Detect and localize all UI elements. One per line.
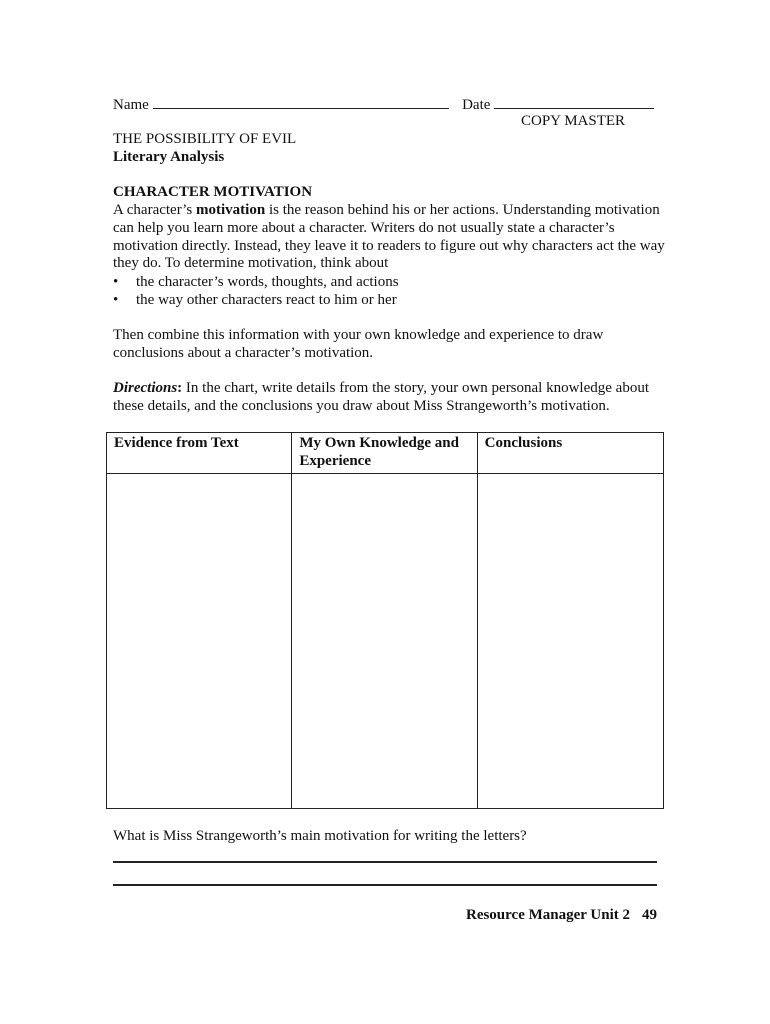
- knowledge-header: My Own Knowledge and Experience: [292, 433, 477, 474]
- intro-text-rest: is the reason behind his or her actions. Understanding motivation can help you learn more about a character. Writers do not usually state a character’s motivation directly. Instead, they leave it to readers to figure out why characters act the way they do. To determine motivation, think about: [113, 202, 665, 272]
- combine-paragraph: Then combine this information with your own knowledge and experience to draw conclusions about a character’s motivation.: [113, 327, 604, 361]
- motivation-term: motivation: [196, 202, 266, 218]
- chart-answer-row: [107, 473, 664, 808]
- knowledge-cell[interactable]: [292, 473, 477, 808]
- story-title: THE POSSIBILITY OF EVIL: [113, 131, 297, 147]
- page-footer: [466, 907, 657, 924]
- motivation-chart: [106, 432, 664, 809]
- directions-text: In the chart, write details from the story, your own personal knowledge about these details, and the conclusions you draw about Miss Strangeworth’s motivation.: [113, 380, 649, 414]
- answer-line[interactable]: [113, 884, 657, 886]
- date-label: Date: [462, 97, 491, 113]
- bullet-list: [113, 273, 673, 309]
- footer-text: Resource Manager Unit 2: [465, 907, 630, 923]
- list-item: [113, 273, 673, 291]
- section-heading: CHARACTER MOTIVATION: [113, 184, 313, 200]
- bullet-icon: •: [113, 292, 119, 308]
- list-item: [113, 291, 673, 309]
- name-label: Name: [113, 97, 149, 113]
- name-blank[interactable]: [153, 95, 449, 109]
- question-text: What is Miss Strangeworth’s main motivation for writing the letters?: [113, 828, 527, 844]
- bullet-icon: •: [113, 274, 119, 290]
- conclusions-header: Conclusions: [477, 433, 663, 474]
- intro-text-start: A character’s: [113, 202, 197, 218]
- name-date-row: [113, 95, 654, 114]
- evidence-header: Evidence from Text: [107, 433, 292, 474]
- page-number: 49: [642, 907, 657, 923]
- directions-paragraph: [113, 380, 673, 416]
- bullet-text: the way other characters react to him or her: [136, 292, 397, 308]
- date-blank[interactable]: [494, 95, 654, 109]
- answer-line[interactable]: [113, 861, 657, 863]
- directions-label: Directions: [113, 380, 178, 396]
- worksheet-subtitle: Literary Analysis: [113, 149, 225, 165]
- conclusions-cell[interactable]: [477, 473, 663, 808]
- bullet-text: the character’s words, thoughts, and actions: [136, 274, 399, 290]
- copy-master-label: COPY MASTER: [521, 113, 626, 129]
- evidence-cell[interactable]: [107, 473, 292, 808]
- intro-paragraph: [113, 202, 673, 273]
- chart-header-row: [107, 433, 664, 474]
- directions-colon: :: [177, 380, 183, 396]
